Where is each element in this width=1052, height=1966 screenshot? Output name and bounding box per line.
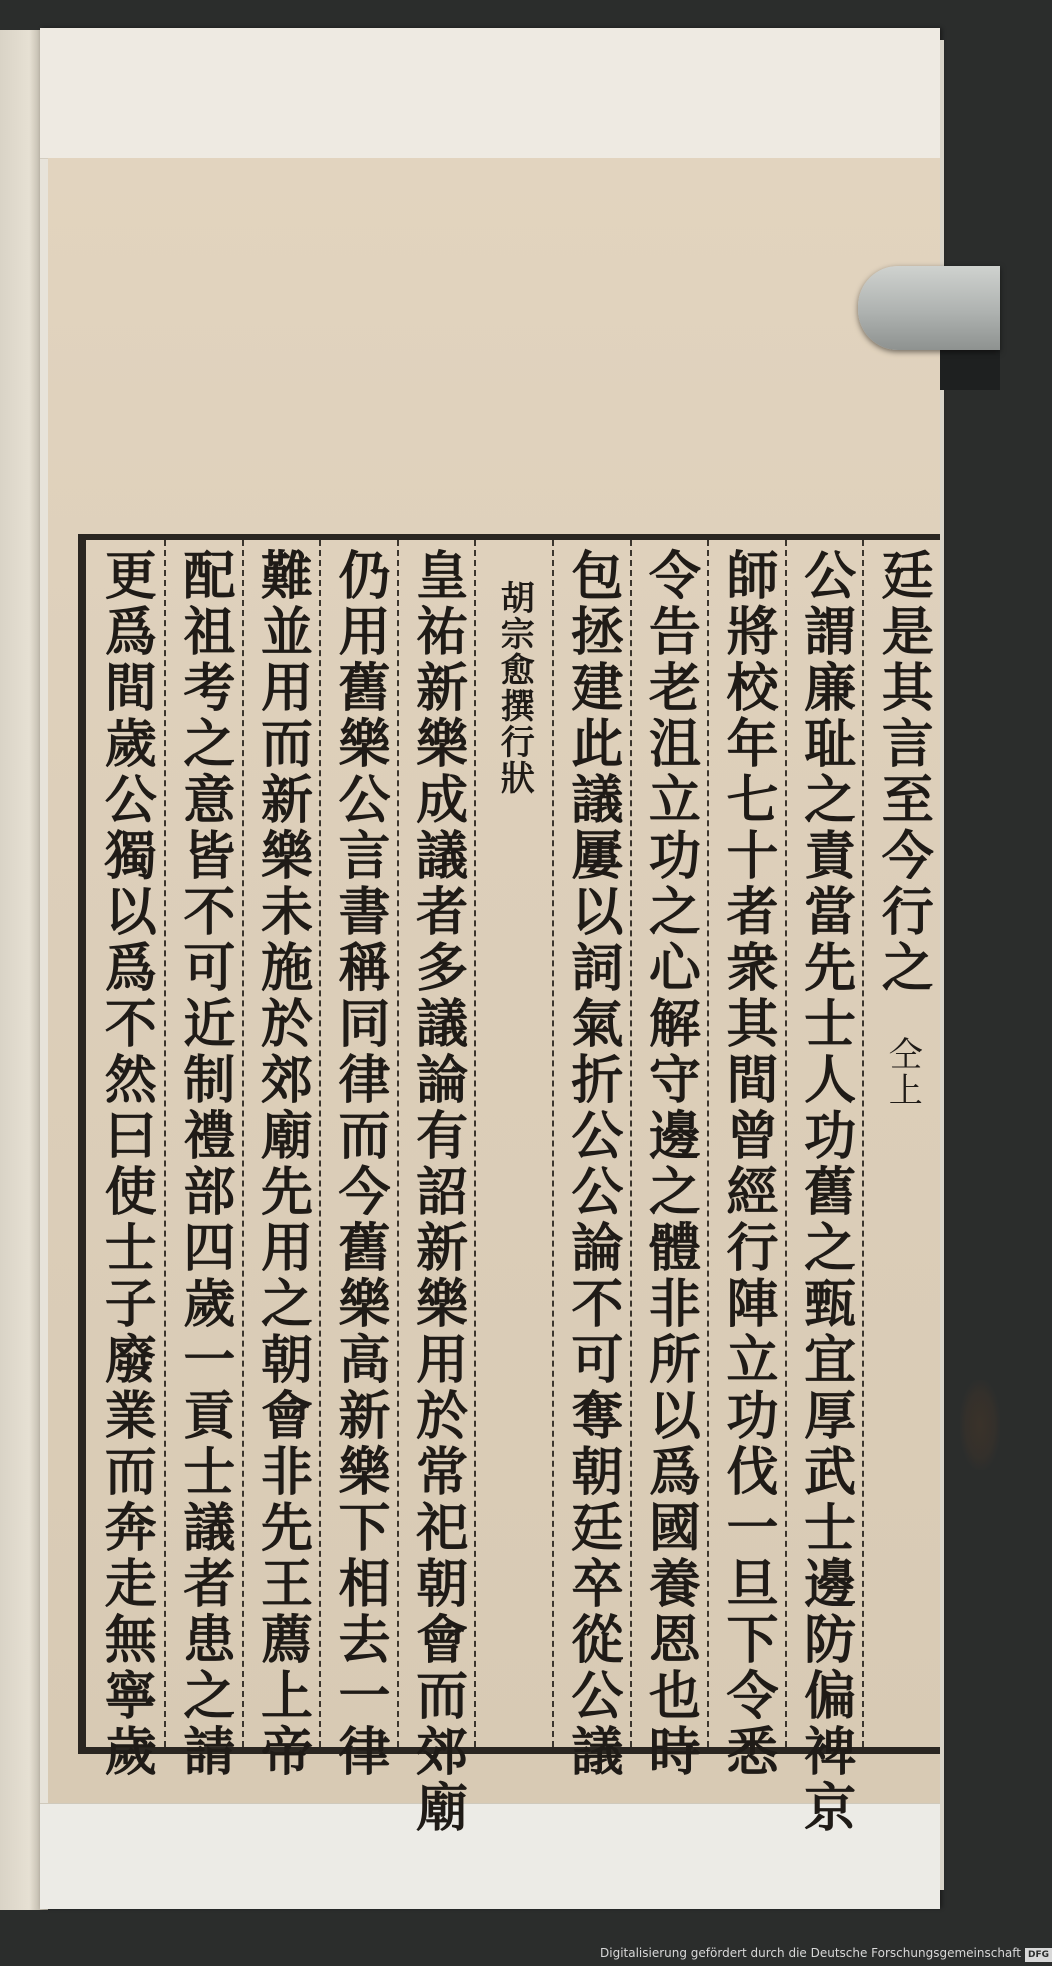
column-text: 更爲間歲公獨以爲不然曰使士子廢業而奔走無寧歲	[95, 548, 157, 1780]
text-column	[397, 540, 475, 1836]
credit-text: Digitalisierung gefördert durch die Deutsche Forschungsgemeinschaft	[600, 1946, 1022, 1960]
page-clip	[858, 266, 1000, 350]
text-column	[785, 540, 863, 1836]
text-column	[86, 540, 164, 1780]
text-column	[552, 540, 630, 1780]
clip-holder	[940, 350, 1000, 390]
source-column	[474, 540, 552, 1747]
column-text: 令告老沮立功之心解守邊之體非所以爲國養恩也時	[639, 548, 701, 1780]
text-column	[319, 540, 397, 1780]
digitization-credit	[600, 1940, 1050, 1966]
source-citation: 胡宗愈撰行狀	[494, 580, 535, 796]
column-text: 難並用而新樂未施於郊廟先用之朝會非先王薦上帝	[251, 548, 313, 1780]
column-text: 廷是其言至今行之	[872, 548, 934, 996]
column-text: 師將校年七十者衆其間曾經行陣立功伐一旦下令悉	[717, 548, 779, 1780]
dfg-logo: DFG	[1025, 1948, 1052, 1962]
column-text: 公謂廉耻之責當先士人功舊之甄宜厚武士邊防偏裨京	[794, 548, 856, 1836]
column-text: 仍用舊樂公言書稱同律而今舊樂高新樂下相去一律	[329, 548, 391, 1780]
text-column	[242, 540, 320, 1780]
text-column	[862, 540, 940, 1747]
attribution-note: 仝上	[882, 1036, 923, 1108]
top-protective-sheet	[40, 28, 940, 159]
text-column	[164, 540, 242, 1780]
column-text: 皇祐新樂成議者多議論有詔新樂用於常祀朝會而郊廟	[406, 548, 468, 1836]
text-columns	[86, 540, 940, 1836]
text-column	[707, 540, 785, 1780]
ink-smudge	[960, 1380, 1000, 1470]
column-text: 配祖考之意皆不可近制禮部四歲一貢士議者患之請	[173, 548, 235, 1780]
text-column	[630, 540, 708, 1780]
column-text: 包拯建此議屢以詞氣折公公論不可奪朝廷卒從公議	[561, 548, 623, 1780]
